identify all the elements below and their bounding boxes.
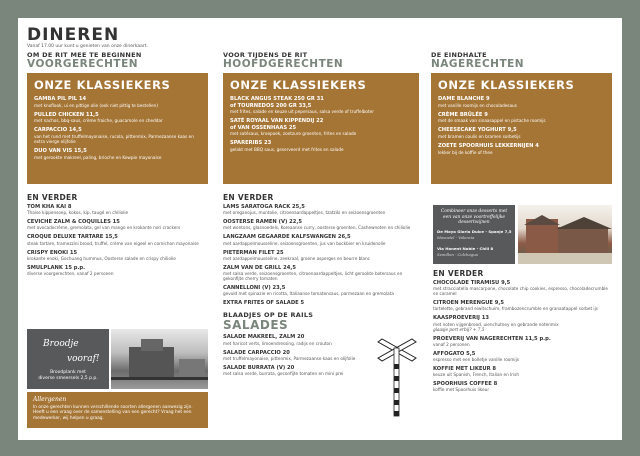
menu-item-name: EXTRA FRITES OF SALADE 5	[223, 300, 305, 307]
menu-item-description: gevuld met spinazie en ricotta, Italiaanse tomatensaus, parmezaan en gremolata	[223, 291, 394, 297]
menu-item-description: met knoflook, ui en pittige olie (ook niet pittig te bestellen)	[34, 102, 158, 108]
menu-item-description: met de smaak van sinaasappel en pistache roomijs	[438, 118, 546, 124]
menu-item	[34, 112, 201, 124]
menu-item-name: CROQUE DELUXE TARTARE 15,5	[27, 234, 118, 241]
menu-item	[433, 381, 614, 392]
menu-item-name: CEVICHE ZALM & COQUILLES 15	[27, 219, 120, 226]
menu-item	[230, 118, 412, 136]
menu-item-description: met salsa verde, burrata, geconfijte tomaten en mini prei	[223, 371, 344, 377]
broodje-script: Broodje	[43, 339, 79, 349]
menu-item-description: met avocadocrème, gremolata, gel van mango en krokante nori crackers	[27, 225, 181, 231]
nagerechten-heading: NAGERECHTEN	[431, 58, 525, 70]
menu-item-name: LAMS SARATOGA RACK 25,5	[223, 204, 305, 210]
menu-item-description: espresso met een bolletje vanille roomijs	[433, 357, 519, 363]
menu-item	[223, 219, 419, 230]
menu-item-name-alt: of TOURNEDOS 200 GR 33,5	[230, 102, 312, 109]
menu-item	[223, 265, 419, 281]
klassiekers-heading: ONZE KLASSIEKERS	[230, 78, 367, 92]
nagerechten-klassiekers-box	[431, 73, 612, 184]
menu-item-name: CRÈME BRÛLÉE 9	[438, 111, 488, 118]
menu-item	[433, 351, 614, 362]
menu-item-description: met oreganojus, muntolie, citroenaardappeltjes, tzatziki en seizoensgroenten	[223, 210, 386, 216]
menu-item	[223, 300, 419, 306]
menu-item-name-alt: of VAN OSSENHAAS 25	[230, 124, 297, 131]
verder-list	[223, 204, 419, 306]
menu-item	[223, 204, 419, 215]
railway-crossing-icon	[376, 338, 418, 418]
train-station-photo	[111, 329, 208, 389]
menu-item	[433, 280, 614, 296]
menu-item-description: keuze uit Spanish, French, Italian en Irish	[433, 372, 520, 378]
verder-list	[27, 204, 208, 276]
verder-list	[433, 280, 614, 392]
menu-item-name: CHOCOLADE TIRAMISU 9,5	[433, 280, 511, 286]
menu-item-name: BLACK ANGUS STEAK 250 GR 31	[230, 96, 324, 102]
menu-item-name: SPOORHUIS COFFEE 8	[433, 381, 498, 388]
menu-item-name: SMULPLANK 15 p.p.	[27, 264, 86, 271]
menu-item	[433, 315, 614, 331]
menu-item	[230, 96, 412, 114]
wine1-name: De Moya Gloria Dulce - Spanje 7,5	[437, 229, 512, 234]
dessertwijn-box	[433, 205, 515, 264]
menu-item-name: ZALM VAN DE GRILL 24,5	[223, 264, 296, 271]
verder-heading: EN VERDER	[223, 193, 274, 202]
menu-item-note: glaasje port erbij? + 7,5	[433, 326, 485, 332]
voorgerechten-heading: VOORGERECHTEN	[27, 58, 139, 70]
menu-item	[34, 148, 201, 160]
menu-item	[27, 204, 208, 215]
menu-item	[223, 250, 419, 261]
menu-item-name: DAME BLANCHE 9	[438, 96, 490, 102]
hoofdgerechten-heading: HOOFDGERECHTEN	[223, 58, 344, 70]
menu-item-description: gelakt met BBQ saus, geserveerd met frites en salade	[230, 146, 344, 152]
menu-item	[27, 265, 208, 276]
wine2-sub: Semillon - Colchagua	[437, 252, 478, 257]
menu-item	[27, 219, 208, 230]
menu-item-name: CITROEN MERENGUE 9,5	[433, 300, 504, 307]
page-title: DINEREN	[27, 25, 120, 45]
menu-item	[433, 300, 614, 311]
voorgerechten-kicker: OM DE RIT MEE TE BEGINNEN	[27, 51, 142, 59]
menu-item-description: met frites, salade en keuze uit pepersaus, salsa verde of truffelboter	[230, 109, 374, 114]
nagerechten-kicker: DE EINDHALTE	[431, 51, 487, 59]
menu-item	[438, 112, 605, 124]
voorgerechten-klassiekers-box	[27, 73, 208, 184]
menu-item-name: PULLED CHICKEN 11,5	[34, 111, 99, 118]
menu-item-description: met nachos, bbq-saus, crème fraiche, guacamole en cheddar	[34, 118, 163, 124]
menu-item-name: CHEESECAKE YOGHURT 9,5	[438, 127, 517, 134]
dessertwijn-script: Combineer onze desserts met een van onze voortreffelijke dessertwijnen	[440, 209, 508, 225]
verder-heading: EN VERDER	[27, 193, 78, 202]
menu-item-name: DUO VAN VIS 15,5	[34, 148, 87, 155]
hoofdgerechten-klassiekers-box	[223, 73, 419, 184]
hoofdgerechten-verder	[223, 193, 419, 306]
menu-item-name: LANGZAAM GEGAARDE KALFSWANGEN 26,5	[223, 234, 351, 241]
menu-item-name: CARPACCIO 14,5	[34, 127, 82, 134]
wine2-name: Via Hanent Noble - Chili 8	[437, 246, 494, 251]
voorgerechten-column	[27, 52, 208, 280]
menu-item	[34, 96, 201, 108]
menu-item-name: SPARERIBS 23	[230, 140, 272, 147]
salades-kicker: BLAADJES OP DE RAILS	[223, 311, 314, 320]
klassiekers-heading: ONZE KLASSIEKERS	[438, 78, 575, 92]
menu-item-description: met vanille roomijs en chocoladesaus	[438, 102, 517, 108]
menu-item	[230, 140, 412, 152]
menu-item	[433, 366, 614, 377]
menu-item-description: met gerookte makreel, paling, brioche en Kewpie mayonaise	[34, 154, 162, 160]
menu-item	[34, 127, 201, 144]
nagerechten-verder	[433, 269, 614, 396]
menu-item-name: SATÉ ROYAAL VAN KIPPENDIJ 22	[230, 118, 324, 125]
menu-item	[438, 96, 605, 108]
klassiekers-heading: ONZE KLASSIEKERS	[34, 78, 171, 92]
menu-item	[438, 143, 605, 155]
menu-item-description: Thaise kippensoep, kokos, kip, taugé en chiliolie	[27, 210, 129, 216]
page-subtitle: Vanaf 17.00 uur kunt u genieten van onze dinerkaart.	[27, 44, 148, 49]
menu-item-description: van het rund met truffelmayonaise, rucola, pittenmix, Parmezaanse kaas en extra vierge olijfolie	[34, 133, 194, 145]
menu-item-name: AFFOGATO 5,5	[433, 350, 476, 357]
menu-item-name: SALADE CARPACCIO 20	[223, 349, 290, 356]
menu-item-description: met bramen coulis en bramen sorbetijs	[438, 133, 521, 139]
menu-item-name: PIETERMAN FILET 25	[223, 249, 284, 256]
menu-item-description: diverse voorgerechten, vanaf 2 personen	[27, 271, 114, 277]
menu-item-name: CRISPY ENOKI 15	[27, 249, 78, 256]
klassiekers-list	[230, 96, 412, 152]
menu-item-description: krokante enoki, Gochuang hummus, Oosterse salade en crispy chiliolie	[27, 255, 176, 261]
broodplank-line2: diverse smeersels 2,5 p.p.	[38, 375, 98, 381]
menu-item-description: met aardappelmousseline, seizoensgroenten, jus van bockbier en kruidenolie	[223, 240, 386, 246]
vooraf-script: vooraf!	[67, 354, 100, 364]
salades-heading: SALADES	[223, 318, 289, 333]
menu-item-description: met stracciatella mascarpone, chocolate chip cookies, espresso, chocoladecrumble en caramel	[433, 286, 608, 297]
menu-item-description: vanaf 2 personen	[433, 341, 470, 347]
spoorhuis-photo	[518, 205, 612, 264]
hoofdgerechten-column	[223, 52, 419, 380]
menu-item-description: lekker bij de koffie of thee	[438, 149, 493, 155]
menu-item-description: met haricot verts, limoendressing, radijs en crouton	[223, 340, 332, 346]
menu-item-name: GAMBA PIL PIL 14	[34, 96, 87, 102]
menu-item	[433, 336, 614, 347]
menu-item-description: met noten vijgenbrood, uienchutney en gebrande notenmix	[433, 321, 559, 327]
menu-item-description: met truffelmayonaise, pittenmix, Parmezaanse kaas en olijfolie	[223, 355, 356, 361]
menu-item	[223, 285, 419, 296]
menu-page	[18, 18, 622, 440]
allergenen-box	[27, 392, 208, 428]
menu-item	[27, 250, 208, 261]
nagerechten-column	[431, 52, 612, 184]
menu-item-name: SALADE BURRATA (V) 20	[223, 364, 295, 371]
menu-item-name: ZOETE SPOORHUIS LEKKERNIJEN 4	[438, 143, 539, 150]
menu-item-name: TOM KHA KAI 8	[27, 204, 72, 210]
menu-item-description: met aardappelmousseline, zeekraal, groene asperges en beurre blanc	[223, 255, 370, 261]
menu-item-description: met satésaus, kroepoek, zoetzure groenten, frites en salade	[230, 131, 357, 137]
menu-item-name: PROEVERIJ VAN NAGERECHTEN 11,5 p.p.	[433, 335, 551, 342]
menu-item	[27, 234, 208, 245]
klassiekers-list	[34, 96, 201, 160]
wine1-sub: Moscatel - Valencia	[437, 235, 475, 240]
menu-item-description: steak tartare, tramezzini brood, truffel, crème van eigeel en cornichon mayonaise	[27, 240, 199, 246]
menu-item-description: tartelette, gebrand eiwitschuim, frambozencrumble en granaatappel sorbet ijs	[433, 306, 598, 312]
menu-item-description: koffie met Spoorhuis likeur	[433, 387, 490, 393]
voorgerechten-verder	[27, 193, 208, 276]
broodplank-line1: Broodplank met	[50, 370, 86, 375]
allergenen-title: Allergenen	[33, 396, 67, 403]
menu-item-name: OOSTERSE RAMEN (V) 22,5	[223, 219, 302, 226]
menu-item-name: CANNELLONI (V) 23,5	[223, 285, 286, 292]
klassiekers-list	[438, 96, 605, 155]
menu-item	[438, 127, 605, 139]
allergenen-text: In onze gerechten kunnen verschillende soorten allergenen aanwezig zijn. Heeft u een vraag over de samenstelling van een gerecht? Vraag het een medewerker, wij helpen u graag.	[33, 405, 193, 421]
menu-item-name: KAASPROEVERIJ 13	[433, 315, 489, 322]
menu-item-name: SALADE MAKREEL, ZALM 20	[223, 334, 305, 341]
menu-item	[223, 234, 419, 245]
menu-item-description: met salsa verde, seizoensgroenten, citroenaardappeltjes, licht gerookte botersaus en gekonfijte cherry tomaten	[223, 271, 403, 282]
menu-item-description: met wontons, glasnoedels, Koreaanse curry, oosterse groenten, Cashewnoten en chiliolie	[223, 225, 411, 231]
menu-item-name: KOFFIE MET LIKEUR 8	[433, 366, 497, 373]
broodje-vooraf-box	[27, 329, 109, 389]
broodplank-text	[27, 370, 109, 381]
verder-heading: EN VERDER	[433, 269, 484, 278]
hoofdgerechten-kicker: VOOR TIJDENS DE RIT	[223, 51, 308, 59]
